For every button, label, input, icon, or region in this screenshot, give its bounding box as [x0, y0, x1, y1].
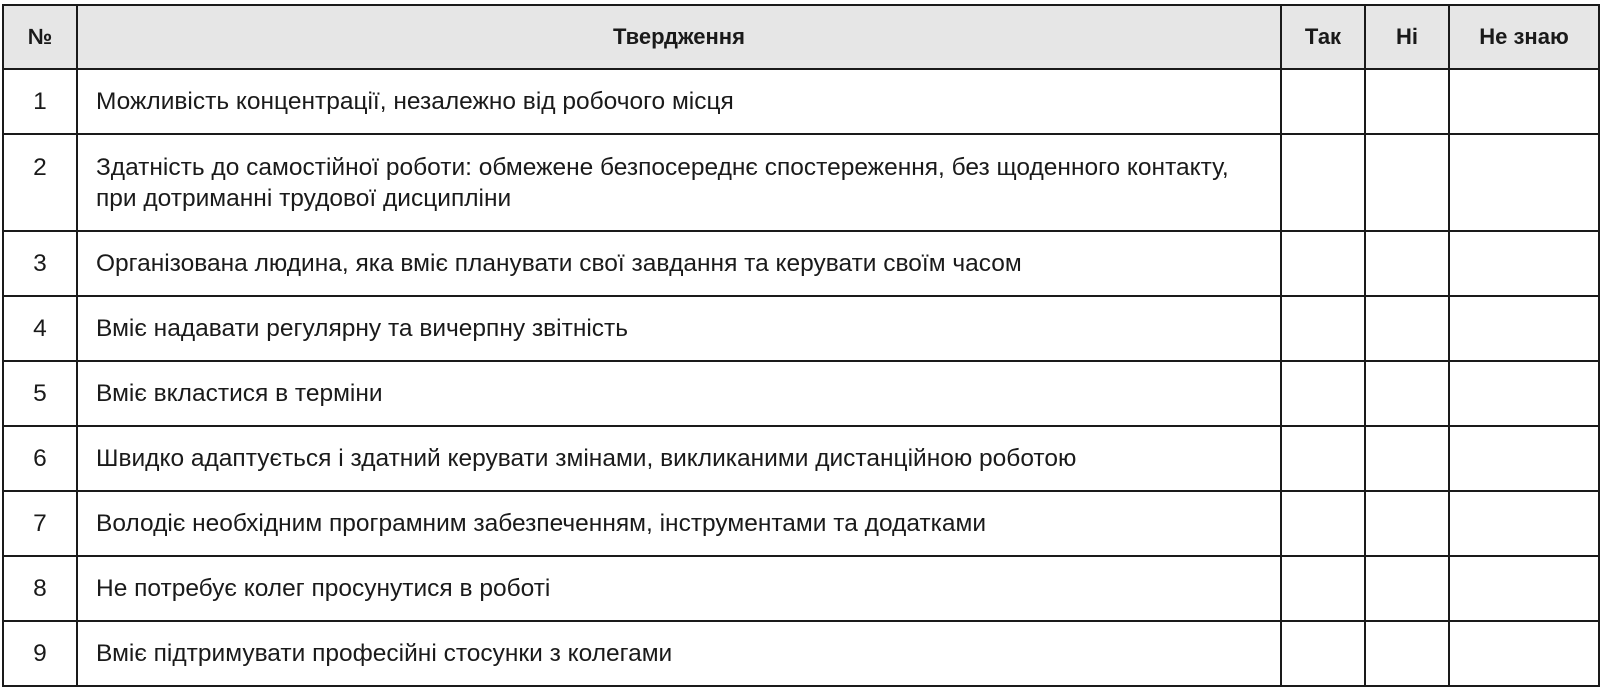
table-header-row	[3, 5, 1599, 69]
answer-dont-know-cell[interactable]	[1449, 556, 1599, 621]
row-statement: Не потребує колег просунутися в роботі	[77, 556, 1281, 621]
header-dont-know: Не знаю	[1449, 5, 1599, 69]
answer-no-cell[interactable]	[1365, 134, 1449, 231]
answer-yes-cell[interactable]	[1281, 361, 1365, 426]
header-num: №	[3, 5, 77, 69]
row-number: 8	[3, 556, 77, 621]
answer-yes-cell[interactable]	[1281, 134, 1365, 231]
row-statement: Здатність до самостійної роботи: обмежене безпосереднє спостереження, без щоденного контакту, при дотриманні трудової дисципліни	[77, 134, 1281, 231]
row-number: 5	[3, 361, 77, 426]
answer-dont-know-cell[interactable]	[1449, 621, 1599, 686]
table-row	[3, 134, 1599, 231]
answer-no-cell[interactable]	[1365, 231, 1449, 296]
survey-table	[2, 4, 1600, 687]
answer-yes-cell[interactable]	[1281, 491, 1365, 556]
answer-no-cell[interactable]	[1365, 69, 1449, 134]
row-number: 1	[3, 69, 77, 134]
answer-yes-cell[interactable]	[1281, 296, 1365, 361]
row-number: 2	[3, 134, 77, 231]
row-number: 9	[3, 621, 77, 686]
table-row	[3, 69, 1599, 134]
row-number: 7	[3, 491, 77, 556]
answer-dont-know-cell[interactable]	[1449, 296, 1599, 361]
answer-no-cell[interactable]	[1365, 491, 1449, 556]
answer-yes-cell[interactable]	[1281, 426, 1365, 491]
header-no: Ні	[1365, 5, 1449, 69]
table-row	[3, 426, 1599, 491]
header-yes: Так	[1281, 5, 1365, 69]
answer-dont-know-cell[interactable]	[1449, 491, 1599, 556]
row-statement: Швидко адаптується і здатний керувати змінами, викликаними дистанційною роботою	[77, 426, 1281, 491]
row-statement: Володіє необхідним програмним забезпеченням, інструментами та додатками	[77, 491, 1281, 556]
row-number: 6	[3, 426, 77, 491]
answer-no-cell[interactable]	[1365, 621, 1449, 686]
row-number: 4	[3, 296, 77, 361]
row-statement: Вміє надавати регулярну та вичерпну звітність	[77, 296, 1281, 361]
answer-no-cell[interactable]	[1365, 361, 1449, 426]
table-row	[3, 491, 1599, 556]
row-statement: Вміє підтримувати професійні стосунки з колегами	[77, 621, 1281, 686]
answer-yes-cell[interactable]	[1281, 69, 1365, 134]
answer-dont-know-cell[interactable]	[1449, 231, 1599, 296]
answer-no-cell[interactable]	[1365, 296, 1449, 361]
answer-no-cell[interactable]	[1365, 426, 1449, 491]
answer-dont-know-cell[interactable]	[1449, 426, 1599, 491]
table-row	[3, 621, 1599, 686]
table-row	[3, 556, 1599, 621]
answer-dont-know-cell[interactable]	[1449, 69, 1599, 134]
answer-dont-know-cell[interactable]	[1449, 134, 1599, 231]
answer-dont-know-cell[interactable]	[1449, 361, 1599, 426]
table-row	[3, 296, 1599, 361]
row-statement: Вміє вкластися в терміни	[77, 361, 1281, 426]
row-statement: Організована людина, яка вміє планувати свої завдання та керувати своїм часом	[77, 231, 1281, 296]
answer-no-cell[interactable]	[1365, 556, 1449, 621]
table-row	[3, 361, 1599, 426]
header-statement: Твердження	[77, 5, 1281, 69]
answer-yes-cell[interactable]	[1281, 556, 1365, 621]
survey-sheet	[2, 4, 1598, 687]
row-number: 3	[3, 231, 77, 296]
table-row	[3, 231, 1599, 296]
row-statement: Можливість концентрації, незалежно від робочого місця	[77, 69, 1281, 134]
answer-yes-cell[interactable]	[1281, 231, 1365, 296]
answer-yes-cell[interactable]	[1281, 621, 1365, 686]
